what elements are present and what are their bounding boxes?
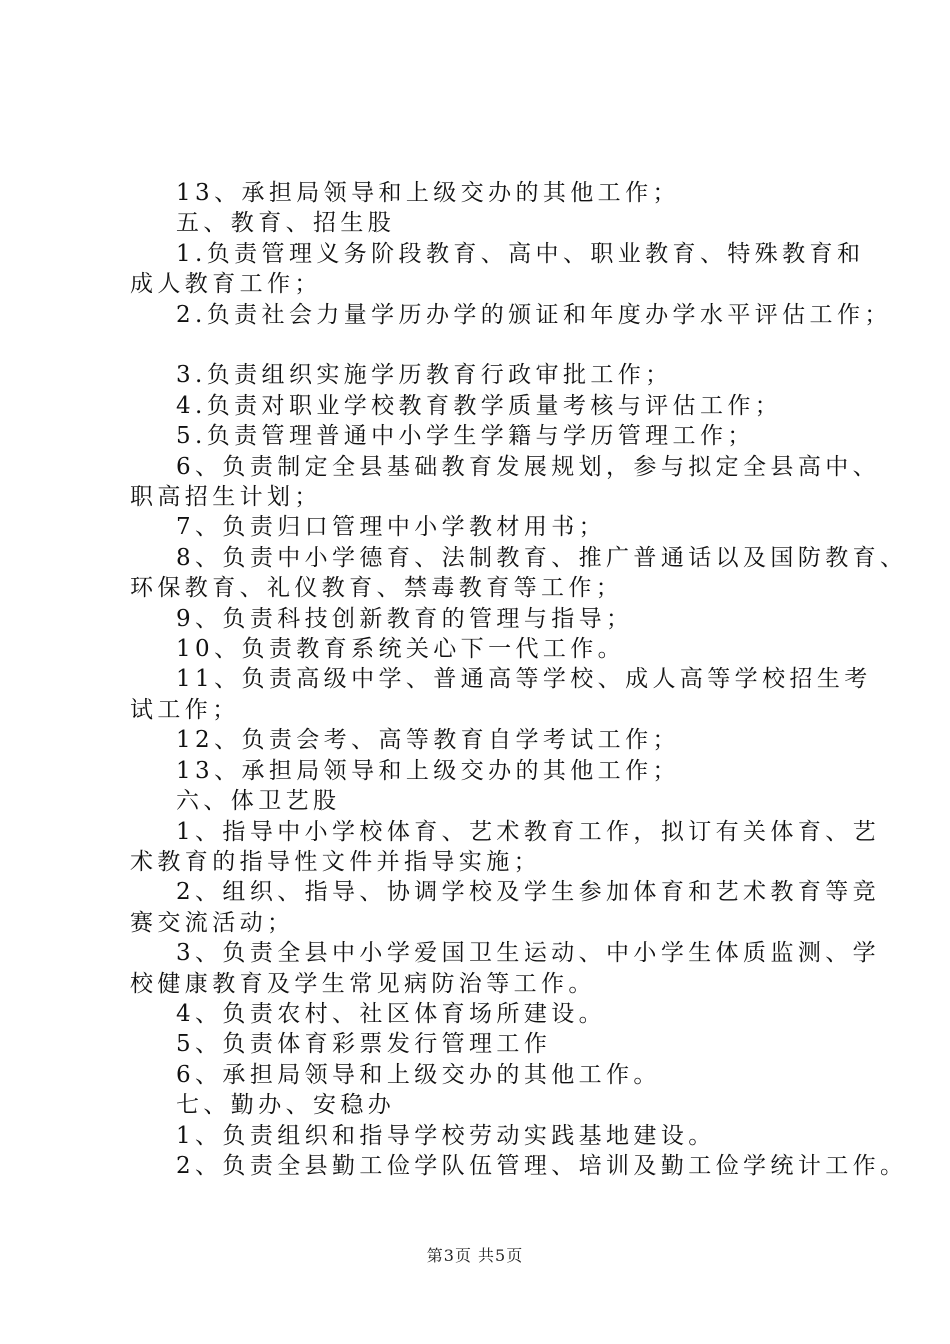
paragraph-line: 2、组织、指导、协调学校及学生参加体育和艺术教育等竞	[176, 879, 881, 906]
document-body	[130, 178, 908, 1181]
paragraph-line: 2.负责社会力量学历办学的颁证和年度办学水平评估工作；	[176, 301, 892, 328]
section-heading: 六、体卫艺股	[176, 788, 341, 815]
page-number-footer: 第3页 共5页	[426, 1246, 524, 1265]
paragraph-line: 3.负责组织实施学历教育行政审批工作；	[176, 362, 673, 389]
paragraph-line: 1、负责组织和指导学校劳动实践基地建设。	[176, 1122, 716, 1149]
paragraph-line: 试工作；	[130, 696, 240, 723]
paragraph-line: 10、负责教育系统关心下一代工作。	[176, 636, 626, 663]
paragraph-line: 7、负责归口管理中小学教材用书；	[176, 514, 607, 541]
paragraph-line: 赛交流活动；	[130, 909, 295, 936]
paragraph-line: 6、承担局领导和上级交办的其他工作。	[176, 1061, 661, 1088]
paragraph-line: 12、负责会考、高等教育自学考试工作；	[176, 727, 680, 754]
paragraph-line: 1、指导中小学校体育、艺术教育工作，拟订有关体育、艺	[176, 818, 881, 845]
paragraph-line: 4.负责对职业学校教育教学质量考核与评估工作；	[176, 392, 783, 419]
paragraph-line: 成人教育工作；	[130, 271, 322, 298]
paragraph-line: 职高招生计划；	[130, 484, 322, 511]
paragraph-line: 环保教育、礼仪教育、禁毒教育等工作；	[130, 575, 624, 602]
paragraph-line: 3、负责全县中小学爱国卫生运动、中小学生体质监测、学	[176, 940, 881, 967]
paragraph-line: 6、负责制定全县基础教育发展规划，参与拟定全县高中、	[176, 453, 881, 480]
paragraph-line: 术教育的指导性文件并指导实施；	[130, 848, 541, 875]
paragraph-line: 9、负责科技创新教育的管理与指导；	[176, 605, 634, 632]
paragraph-line: 4、负责农村、社区体育场所建设。	[176, 1000, 607, 1027]
paragraph-line: 校健康教育及学生常见病防治等工作。	[130, 970, 596, 997]
paragraph-line: 11、负责高级中学、普通高等学校、成人高等学校招生考	[176, 666, 872, 693]
paragraph-line: 13、承担局领导和上级交办的其他工作；	[176, 757, 680, 784]
blank-line	[130, 330, 850, 360]
section-heading: 七、勤办、安稳办	[176, 1092, 396, 1119]
paragraph-line: 8、负责中小学德育、法制教育、推广普通话以及国防教育、	[176, 544, 908, 571]
paragraph-line: 5.负责管理普通中小学生学籍与学历管理工作；	[176, 423, 755, 450]
paragraph-line: 1.负责管理义务阶段教育、高中、职业教育、特殊教育和	[176, 240, 865, 267]
paragraph-line: 13、承担局领导和上级交办的其他工作；	[176, 180, 680, 206]
paragraph-line: 5、负责体育彩票发行管理工作	[176, 1031, 552, 1058]
paragraph-line: 2、负责全县勤工俭学队伍管理、培训及勤工俭学统计工作。	[176, 1152, 908, 1179]
section-heading: 五、教育、招生股	[176, 210, 396, 237]
